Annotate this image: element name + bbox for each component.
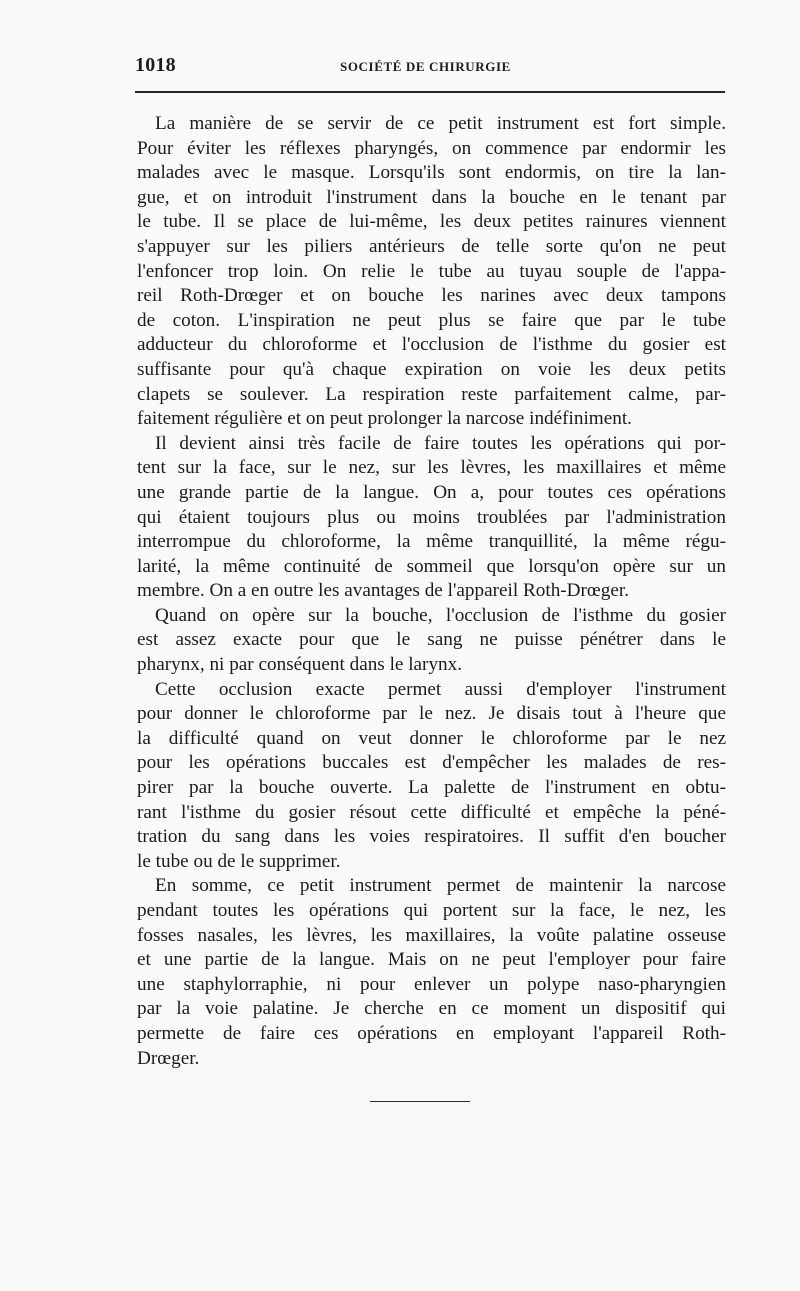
paragraph-line: qui étaient toujours plus ou moins troublées par l'administration <box>137 506 726 528</box>
paragraph-line: Il devient ainsi très facile de faire toutes les opérations qui por- <box>155 432 726 454</box>
paragraph-line: adducteur du chloroforme et l'occlusion de l'isthme du gosier est <box>137 334 726 356</box>
page-number: 1018 <box>135 54 176 76</box>
paragraph-line: le tube ou de le supprimer. <box>137 850 341 872</box>
paragraph-line: Drœger. <box>137 1047 200 1069</box>
paragraph-line: faitement régulière et on peut prolonger la narcose indéfiniment. <box>137 408 632 430</box>
paragraph-line: une grande partie de la langue. On a, pour toutes ces opérations <box>137 481 726 503</box>
paragraph-line: permette de faire ces opérations en employant l'appareil Roth- <box>137 1022 726 1044</box>
paragraph-line: pour les opérations buccales est d'empêcher les malades de res- <box>137 752 726 774</box>
paragraph-line: larité, la même continuité de sommeil que lorsqu'on opère sur un <box>137 555 726 577</box>
paragraph-line: est assez exacte pour que le sang ne puisse pénétrer dans le <box>137 629 726 651</box>
paragraph-line: La manière de se servir de ce petit instrument est fort simple. <box>155 113 726 134</box>
paragraph-line: Cette occlusion exacte permet aussi d'employer l'instrument <box>155 678 726 700</box>
page-header <box>135 50 725 80</box>
section-end-rule <box>370 1101 470 1102</box>
running-head: SOCIÉTÉ DE CHIRURGIE <box>340 59 511 74</box>
paragraph-line: une staphylorraphie, ni pour enlever un polype naso-pharyngien <box>137 973 726 995</box>
paragraph-line: tent sur la face, sur le nez, sur les lèvres, les maxillaires et même <box>137 457 726 479</box>
paragraph-line: membre. On a en outre les avantages de l'appareil Roth-Drœger. <box>137 580 630 602</box>
paragraph-line: interrompue du chloroforme, la même tranquillité, la même régu- <box>137 531 726 553</box>
paragraph-line: En somme, ce petit instrument permet de maintenir la narcose <box>155 875 726 897</box>
body-text <box>137 112 726 1071</box>
paragraph-line: et une partie de la langue. Mais on ne peut l'employer pour faire <box>137 949 726 971</box>
paragraph-line: par la voie palatine. Je cherche en ce moment un dispositif qui <box>137 998 726 1020</box>
paragraph-line: clapets se soulever. La respiration reste parfaitement calme, par- <box>137 383 726 405</box>
paragraph-line: Pour éviter les réflexes pharyngés, on commence par endormir les <box>137 137 726 159</box>
paragraph-line: s'appuyer sur les piliers antérieurs de telle sorte qu'on ne peut <box>137 235 726 257</box>
header-rule <box>135 91 725 93</box>
paragraph-line: l'enfoncer trop loin. On relie le tube au tuyau souple de l'appa- <box>137 260 726 282</box>
paragraph-line: malades avec le masque. Lorsqu'ils sont endormis, on tire la lan- <box>137 162 726 184</box>
paragraph-line: fosses nasales, les lèvres, les maxillaires, la voûte palatine osseuse <box>137 924 726 946</box>
paragraph-line: pharynx, ni par conséquent dans le larynx. <box>137 654 463 676</box>
paragraph-line: reil Roth-Drœger et on bouche les narines avec deux tampons <box>137 285 726 307</box>
paragraph-line: de coton. L'inspiration ne peut plus se faire que par le tube <box>137 309 726 331</box>
paragraph-line: suffisante pour qu'à chaque expiration on voie les deux petits <box>137 358 726 380</box>
paragraph-line: pendant toutes les opérations qui portent sur la face, le nez, les <box>137 900 726 921</box>
paragraph-line: rant l'isthme du gosier résout cette difficulté et empêche la péné- <box>137 801 726 823</box>
paragraph-line: tration du sang dans les voies respiratoires. Il suffit d'en boucher <box>137 826 726 848</box>
paragraph-line: Quand on opère sur la bouche, l'occlusion de l'isthme du gosier <box>155 604 726 626</box>
paragraph-line: gue, et on introduit l'instrument dans la bouche en le tenant par <box>137 186 726 208</box>
paragraph-line: pour donner le chloroforme par le nez. Je disais tout à l'heure que <box>137 703 726 725</box>
paragraph-line: pirer par la bouche ouverte. La palette de l'instrument en obtu- <box>137 777 726 799</box>
paragraph-line: le tube. Il se place de lui-même, les deux petites rainures viennent <box>137 211 726 233</box>
paragraph-line: la difficulté quand on veut donner le chloroforme par le nez <box>137 727 726 749</box>
